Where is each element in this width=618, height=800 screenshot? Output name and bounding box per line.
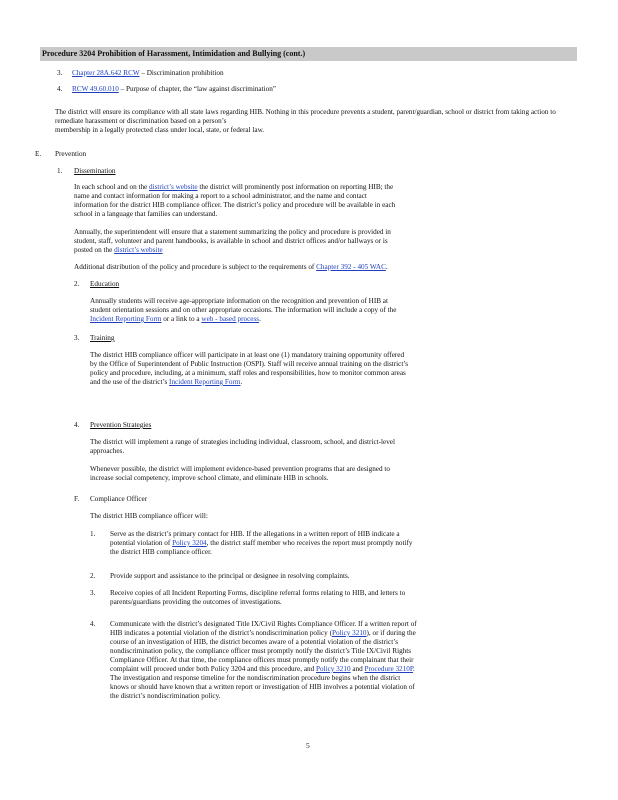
paragraph-line: Receive copies of all Incident Reporting Forms, discipline referral forms relating to HIB, and letters to (110, 589, 406, 597)
paragraph-line: Whenever possible, the district will implement evidence-based prevention programs that are designed to (90, 465, 390, 473)
paragraph-line (90, 378, 242, 387)
paragraph-line: the district HIB compliance officer. (110, 548, 212, 556)
district-paragraph-line: The district will ensure its compliance with all state laws regarding HIB. Nothing in this procedure prevents a student, parent/guardian, school or district from taking action to remediate harassment or discrimination based on a person’s (55, 108, 556, 125)
paragraph-line: increase social competency, improve school climate, and eliminate HIB in schools. (90, 474, 329, 482)
section-letter: F. (74, 495, 80, 503)
paragraph-line: Communicate with the district’s designated Title IX/Civil Rights Compliance Officer. If a written report of (110, 620, 417, 628)
policy-3210-link[interactable]: Policy 3210 (316, 665, 351, 673)
text: potential violation of (110, 539, 171, 547)
list-number: 3. (74, 334, 80, 342)
list-number: 2. (90, 572, 96, 580)
district-website-link[interactable]: district’s website (114, 246, 163, 254)
web-based-process-link[interactable]: web - based process (201, 315, 260, 323)
district-website-link[interactable]: district’s website (149, 183, 198, 191)
paragraph-line (74, 263, 388, 272)
legal-ref-text: – Discrimination prohibition (141, 69, 224, 77)
paragraph-line (74, 246, 163, 255)
text: HIB indicates a potential violation of the district’s nondiscrimination policy ( (110, 629, 332, 637)
paragraph-line: The district HIB compliance officer will: (90, 512, 208, 520)
district-paragraph-line: membership in a legally protected class under local, state, or federal law. (55, 126, 265, 134)
policy-3210-link[interactable]: Policy 3210 (331, 629, 367, 637)
text: the district will prominently post information on reporting HIB; the (199, 183, 394, 191)
paragraph-line: The district will implement a range of strategies including individual, classroom, school, and district-level (90, 438, 395, 446)
paragraph-line: school in a language that families can understand. (74, 210, 218, 218)
paragraph-line: Serve as the district’s primary contact for HIB. If the allegations in a written report of HIB indicate a (110, 530, 400, 538)
text: In each school and on the (74, 183, 148, 191)
list-number: 4. (74, 421, 80, 429)
subsection-heading: Training (90, 334, 115, 342)
chapter-392-405-wac-link[interactable]: Chapter 392 - 405 WAC (316, 263, 386, 271)
text: posted on the (74, 246, 113, 254)
paragraph-line: the district’s nondiscrimination policy. (110, 692, 221, 700)
subsection-heading: Dissemination (74, 167, 116, 175)
paragraph-line: policy and procedure, including, at a minimum, staff roles and responsibilities, how to monitor common areas (90, 369, 406, 377)
list-number: 3. (57, 69, 63, 77)
paragraph-line: The district HIB compliance officer will participate in at least one (1) mandatory training opportunity offered (90, 351, 405, 359)
paragraph-line (74, 183, 393, 192)
paragraph-line: Annually, the superintendent will ensure that a statement summarizing the policy and procedure is provided in (74, 228, 391, 236)
section-heading: Compliance Officer (90, 495, 148, 503)
paragraph-line: knows or should have known that a written report or investigation of HIB involves a potential violation of (110, 683, 415, 691)
text: Additional distribution of the policy and procedure is subject to the requirements of (74, 263, 315, 271)
list-number: 1. (57, 167, 63, 175)
paragraph-line: information for the district HIB compliance officer. The district’s policy and procedure will be available in each (74, 201, 396, 209)
legal-ref-item (72, 69, 224, 78)
paragraph-line (110, 629, 416, 638)
text: complaint will proceed under both Policy 3204 and this procedure, and (110, 665, 315, 673)
paragraph-line: by the Office of Superintendent of Public Instruction (OSPI). Staff will receive annual training on the district’s (90, 360, 409, 368)
list-number: 1. (90, 530, 96, 538)
paragraph-line (110, 665, 415, 674)
paragraph-line: student, staff, volunteer and parent handbooks, is available in school and district offices and/or hallways or is (74, 237, 388, 245)
incident-reporting-form-link[interactable]: Incident Reporting Form (90, 315, 162, 323)
list-number: 3. (90, 589, 96, 597)
paragraph-line: student orientation sessions and on other appropriate occasions. The information will include a copy of the (90, 306, 397, 314)
paragraph-line: approaches. (90, 447, 125, 455)
section-letter: E. (35, 150, 42, 158)
text: . (385, 263, 388, 271)
subsection-heading: Prevention Strategies (90, 421, 152, 429)
legal-ref-item (72, 85, 276, 94)
text: and (352, 665, 363, 673)
paragraph-line: Compliance Officer. At that time, the compliance officers must promptly notify the complainant that their (110, 656, 414, 664)
list-number: 4. (57, 85, 63, 93)
paragraph-line: parents/guardians providing the outcomes of investigations. (110, 598, 282, 606)
paragraph-line: nondiscrimination policy, the compliance officer must promptly notify the district’s Title IX/Civil Rights (110, 647, 412, 655)
policy-3204-link[interactable]: Policy 3204 (172, 539, 207, 547)
page-number: 5 (306, 741, 310, 750)
incident-reporting-form-link[interactable]: Incident Reporting Form (169, 378, 241, 386)
section-heading: Prevention (55, 150, 87, 158)
paragraph-line: Provide support and assistance to the principal or designee in resolving complaints. (110, 572, 350, 580)
paragraph-line (110, 539, 413, 548)
procedure-header: Procedure 3204 Prohibition of Harassment, Intimidation and Bullying (cont.) (40, 47, 577, 61)
text: . (240, 378, 243, 386)
list-number: 2. (74, 280, 80, 288)
paragraph-line: Annually students will receive age-appropriate information on the recognition and prevention of HIB at (90, 297, 388, 305)
text: ), or if during the (366, 629, 416, 637)
procedure-3210p-link[interactable]: Procedure 3210P (364, 665, 414, 673)
paragraph-line: course of an investigation of HIB, the district becomes aware of a potential violation of the district’s (110, 638, 399, 646)
legal-ref-text: – Purpose of chapter, the “law against discrimination” (120, 85, 276, 93)
text: . (259, 315, 261, 323)
chapter-28a-642-link[interactable]: Chapter 28A.642 RCW (72, 69, 140, 77)
text: or a link to a (163, 315, 200, 323)
rcw-49-60-010-link[interactable]: RCW 49.60.010 (72, 85, 119, 93)
list-number: 4. (90, 620, 96, 628)
text: and the use of the district’s (90, 378, 168, 386)
text: . (413, 665, 415, 673)
paragraph-line (90, 315, 261, 324)
paragraph-line: The investigation and response timeline for the nondiscrimination procedure begins when the district (110, 674, 401, 682)
subsection-heading: Education (90, 280, 120, 288)
text: , the district staff member who receives the report must promptly notify (206, 539, 413, 547)
paragraph-line: name and contact information for making a report to a school administrator, and the name and contact (74, 192, 367, 200)
